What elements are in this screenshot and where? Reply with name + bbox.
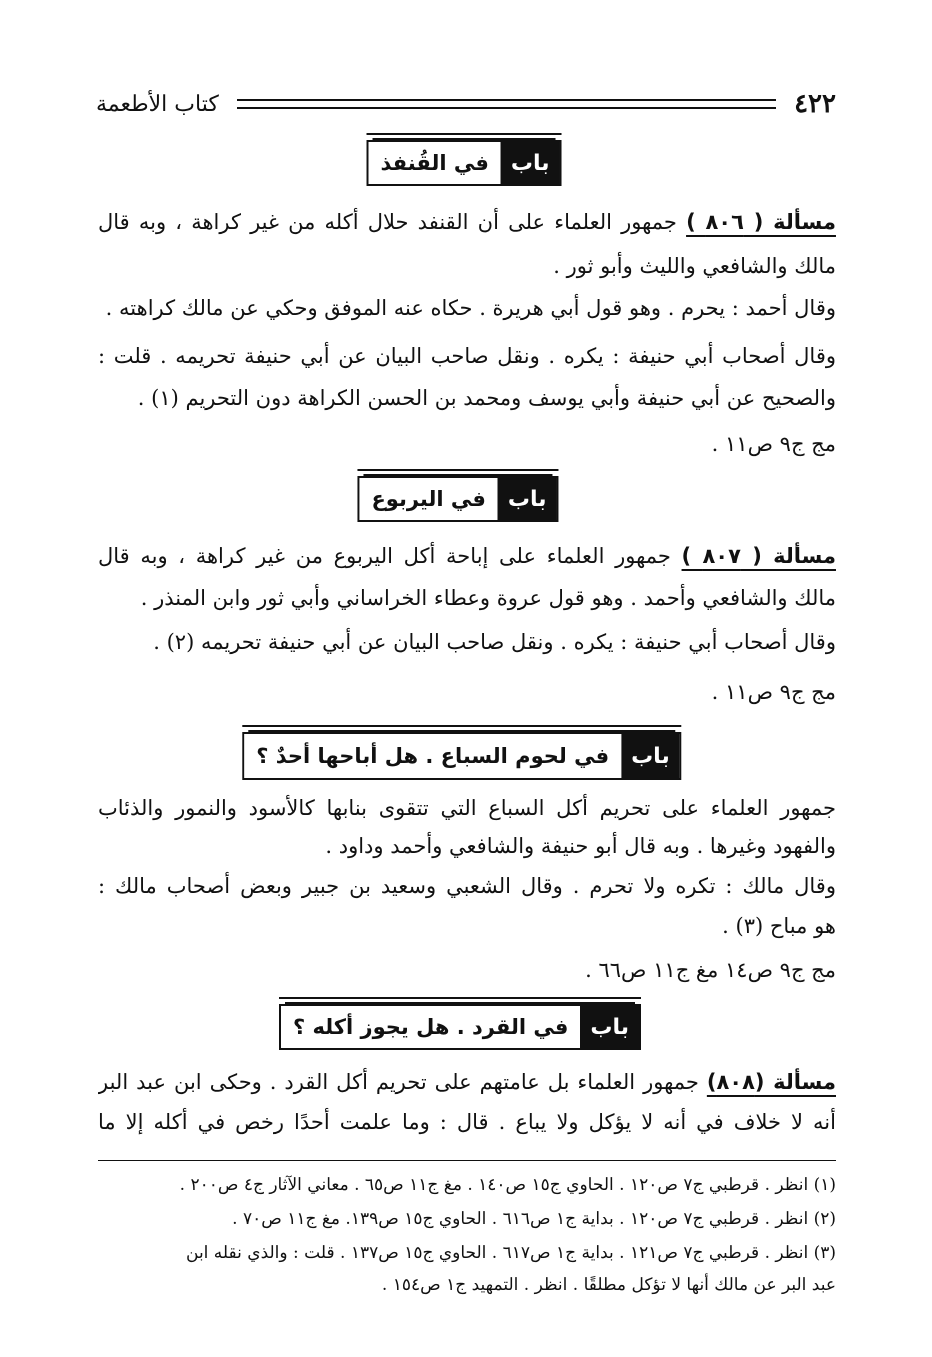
- bab-label: باب: [501, 142, 560, 184]
- line-text: جمهور العلماء بل عامتهم على تحريم أكل القرد . وحكى ابن عبد البر: [98, 1070, 707, 1094]
- text-line: وقال أصحاب أبي حنيفة : يكره . ونقل صاحب البيان عن أبي حنيفة تحريمه . قلت :: [98, 344, 836, 368]
- book-title: كتاب الأطعمة: [96, 91, 219, 117]
- section-heading: [242, 732, 681, 780]
- running-header: [96, 86, 836, 122]
- section-title: في القُنفذ: [369, 142, 501, 184]
- masala-number: مسألة ( ٨٠٦ ): [686, 210, 836, 234]
- text-line: وقال أحمد : يحرم . وهو قول أبي هريرة . حكاه عنه الموفق وحكي عن مالك كراهته .: [105, 296, 836, 320]
- section-heading: [357, 476, 558, 522]
- text-line: [98, 204, 836, 240]
- text-line: مالك والشافعي وأحمد . وهو قول عروة وعطاء الخراساني وأبي ثور وابن المنذر .: [140, 586, 836, 610]
- bab-label: باب: [580, 1006, 639, 1048]
- text-line: أنه لا خلاف في أنه لا يؤكل ولا يباع . قال : وما علمت أحدًا رخص في أكله إلا ما: [98, 1110, 836, 1134]
- line-text: جمهور العلماء على أن القنفد حلال أكله من غير كراهة ، وبه قال: [98, 210, 687, 234]
- footnote: (٣) انظر . قرطبي ج٧ ص١٢١ . بداية ج١ ص٦١٧ . الحاوي ج١٥ ص١٣٧ . قلت : والذي نقله ابن: [186, 1243, 836, 1263]
- text-line: جمهور العلماء على تحريم أكل السباع التي تتقوى بنابها كالأسود والنمور والذئاب: [98, 796, 836, 820]
- text-line: مج ج٩ ص١٤ مغ ج١١ ص٦٦ .: [585, 958, 836, 982]
- text-line: مالك والشافعي والليث وأبو ثور .: [553, 254, 836, 278]
- text-line: [98, 1064, 836, 1100]
- text-line: مج ج٩ ص١١ .: [711, 432, 836, 456]
- text-line: [98, 538, 836, 574]
- section-heading: [367, 140, 562, 186]
- section-title: في لحوم السباع . هل أباحها أحدٌ ؟: [244, 734, 621, 778]
- footnote: (١) انظر . قرطبي ج٧ ص١٢٠ . الحاوي ج١٥ ص١٤٠ . مغ ج١١ ص٦٥ . معاني الآثار ج٤ ص٢٠٠ .: [179, 1175, 836, 1195]
- footnote: عبد البر عن مالك أنها لا تؤكل مطلقًا . انظر . التمهيد ج١ ص١٥٤ .: [381, 1275, 836, 1295]
- text-line: والفهود وغيرها . وبه قال أبو حنيفة والشافعي وأحمد وداود .: [325, 834, 836, 858]
- section-heading: [279, 1004, 641, 1050]
- text-line: والصحيح عن أبي حنيفة وأبي يوسف ومحمد بن الحسن الكراهة دون التحريم (١) .: [137, 386, 836, 410]
- text-line: وقال مالك : تكره ولا تحرم . وقال الشعبي وسعيد بن جبير وبعض أصحاب مالك :: [98, 874, 836, 898]
- section-title: في اليربوع: [359, 478, 497, 520]
- bab-label: باب: [621, 734, 680, 778]
- page-number: ٤٢٢: [794, 89, 836, 119]
- masala-number: مسألة ( ٨٠٧ ): [681, 544, 836, 568]
- bab-label: باب: [498, 478, 557, 520]
- header-rule: [237, 99, 776, 109]
- text-line: هو مباح (٣) .: [722, 914, 836, 938]
- masala-number: مسألة (٨٠٨): [706, 1070, 836, 1094]
- text-line: وقال أصحاب أبي حنيفة : يكره . ونقل صاحب البيان عن أبي حنيفة تحريمه (٢) .: [153, 630, 836, 654]
- line-text: جمهور العلماء على إباحة أكل اليربوع من غير كراهة ، وبه قال: [98, 544, 682, 568]
- footnote-rule: [98, 1160, 836, 1161]
- footnote: (٢) انظر . قرطبي ج٧ ص١٢٠ . بداية ج١ ص٦١٦ . الحاوي ج١٥ ص١٣٩. مغ ج١١ ص٧٠ .: [232, 1209, 836, 1229]
- text-line: مج ج٩ ص١١ .: [711, 680, 836, 704]
- section-title: في القرد . هل يجوز أكله ؟: [281, 1006, 580, 1048]
